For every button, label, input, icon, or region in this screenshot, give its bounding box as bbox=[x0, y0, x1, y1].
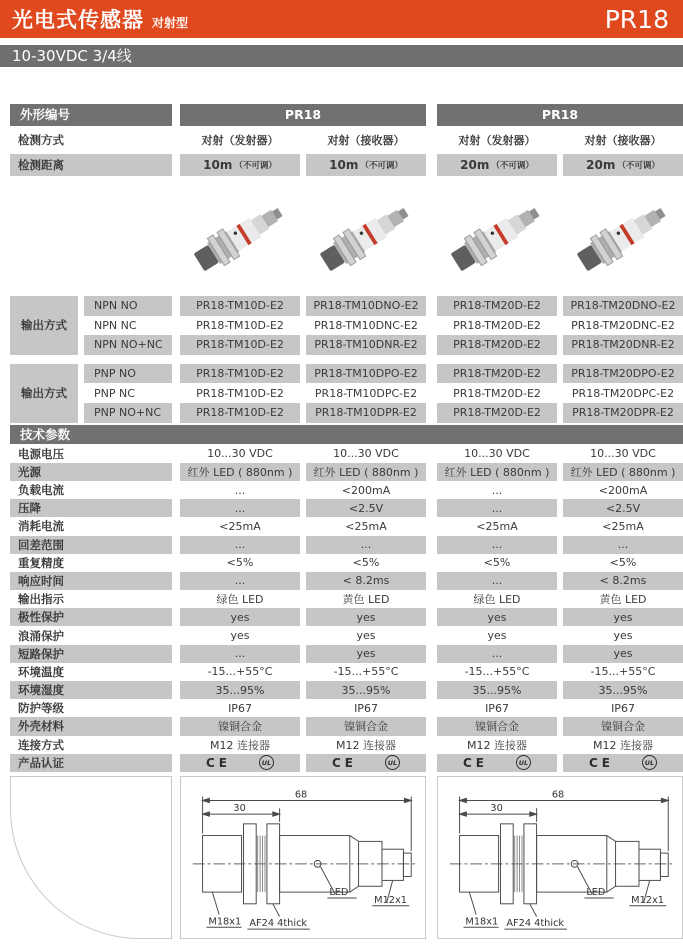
spec-value: <5% bbox=[352, 556, 380, 570]
output-mode-label: 输出方式 bbox=[10, 364, 78, 423]
page-header bbox=[0, 0, 683, 38]
model-number: PR18-TM20DNC-E2 bbox=[571, 318, 675, 332]
spec-value: 红外 LED ( 880nm ) bbox=[563, 463, 683, 481]
spec-value: ... bbox=[180, 645, 300, 663]
led-label: LED bbox=[586, 887, 606, 899]
voltage-subtitle-bar: 10-30VDC 3/4线 bbox=[0, 45, 683, 67]
spec-value: 35...95% bbox=[437, 681, 557, 699]
spec-value: 35...95% bbox=[180, 681, 300, 699]
spec-label: 短路保护 bbox=[10, 645, 172, 663]
spec-value: 红外 LED ( 880nm ) bbox=[180, 463, 300, 481]
product-photo-row bbox=[10, 180, 683, 294]
model-number: PR18-TM10D-E2 bbox=[196, 386, 284, 400]
spec-label: 重复精度 bbox=[18, 555, 64, 570]
model-number: PR18-TM20D-E2 bbox=[437, 403, 557, 423]
spec-value: M12 连接器 bbox=[336, 738, 396, 752]
thread-size-label: M18x1 bbox=[465, 916, 499, 928]
dimension-drawing bbox=[183, 779, 423, 935]
detection-method-value: 对射（接收器） bbox=[327, 134, 405, 147]
detection-distance-value: 10m （不可调） bbox=[180, 154, 300, 176]
spec-value: yes bbox=[487, 629, 507, 643]
product-photo bbox=[180, 180, 300, 294]
spec-value: <5% bbox=[226, 556, 254, 570]
spec-label: 消耗电流 bbox=[18, 519, 64, 534]
spec-value: <200mA bbox=[598, 483, 648, 497]
spec-value: ... bbox=[180, 536, 300, 554]
spec-label: 防护等级 bbox=[18, 701, 64, 716]
ul-mark-icon: UL bbox=[385, 755, 400, 770]
spec-value: 10...30 VDC bbox=[333, 447, 399, 461]
dimension-drawings-row bbox=[10, 776, 683, 939]
spec-value: <25mA bbox=[345, 519, 387, 533]
detection-distance-value: 20m （不可调） bbox=[437, 154, 557, 176]
spec-value: ... bbox=[437, 499, 557, 517]
spec-value: < 8.2ms bbox=[306, 572, 426, 590]
spec-label: 响应时间 bbox=[10, 572, 172, 590]
dim-thread-length: 30 bbox=[490, 803, 503, 815]
npn-output-block bbox=[10, 296, 683, 355]
model-number: PR18-TM10D-E2 bbox=[180, 364, 300, 384]
pnp-output-block bbox=[10, 364, 683, 423]
page-corner-decoration bbox=[10, 776, 172, 939]
table-header-row bbox=[10, 104, 683, 126]
spec-value: 绿色 LED bbox=[473, 593, 521, 607]
spec-value: M12 连接器 bbox=[467, 738, 527, 752]
spec-value: <25mA bbox=[476, 519, 518, 533]
model-number: PR18-TM10DPO-E2 bbox=[306, 364, 426, 384]
spec-value: yes bbox=[356, 629, 376, 643]
detection-method-row bbox=[10, 129, 683, 151]
spec-value: yes bbox=[613, 629, 633, 643]
spec-value: yes bbox=[563, 608, 683, 626]
spec-value: 35...95% bbox=[563, 681, 683, 699]
dimension-drawing-box bbox=[437, 776, 683, 939]
model-number: PR18-TM20D-E2 bbox=[437, 364, 557, 384]
spec-value: 镍铜合金 bbox=[437, 717, 557, 735]
sensor-photo-graphic bbox=[188, 184, 292, 290]
spec-label: 回差范围 bbox=[10, 536, 172, 554]
spec-label: 输出指示 bbox=[18, 592, 64, 607]
spec-value: yes bbox=[180, 608, 300, 626]
certification-cell bbox=[437, 754, 557, 772]
spec-value: <5% bbox=[483, 556, 511, 570]
output-type: PNP NC bbox=[94, 386, 135, 400]
dimension-drawing bbox=[440, 779, 680, 935]
spec-value: M12 连接器 bbox=[593, 738, 653, 752]
shape-number-header: 外形编号 bbox=[10, 104, 172, 126]
model-number: PR18-TM20DNR-E2 bbox=[563, 335, 683, 355]
model-number: PR18-TM20D-E2 bbox=[437, 296, 557, 316]
spec-value: M12 连接器 bbox=[210, 738, 270, 752]
ce-mark-icon: CE bbox=[462, 755, 488, 770]
spec-label: 外壳材料 bbox=[10, 717, 172, 735]
tech-params-section-header: 技术参数 bbox=[10, 425, 683, 444]
spec-label: 负载电流 bbox=[18, 483, 64, 498]
model-number: PR18-TM10D-E2 bbox=[180, 296, 300, 316]
spec-value: <25mA bbox=[219, 519, 261, 533]
model-number: PR18-TM20D-E2 bbox=[437, 335, 557, 355]
spec-value: <25mA bbox=[602, 519, 644, 533]
output-type: NPN NO bbox=[84, 296, 172, 316]
detection-method-label: 检测方式 bbox=[18, 133, 64, 147]
sensor-photo-graphic bbox=[445, 184, 549, 290]
product-photo bbox=[306, 180, 426, 294]
spec-value: 红外 LED ( 880nm ) bbox=[306, 463, 426, 481]
product-model: PR18 bbox=[604, 4, 669, 34]
spec-value: yes bbox=[306, 645, 426, 663]
output-type: PNP NO+NC bbox=[84, 403, 172, 423]
detection-method-value: 对射（接收器） bbox=[584, 134, 662, 147]
output-type: NPN NO+NC bbox=[84, 335, 172, 355]
spec-value: ... bbox=[180, 499, 300, 517]
spec-value: <2.5V bbox=[563, 499, 683, 517]
nut-size-label: AF24 4thick bbox=[249, 918, 308, 930]
spec-value: <5% bbox=[609, 556, 637, 570]
detection-distance-value: 20m （不可调） bbox=[563, 154, 683, 176]
certification-cell bbox=[180, 754, 300, 772]
model-number: PR18-TM20DPR-E2 bbox=[563, 403, 683, 423]
model-number: PR18-TM10D-E2 bbox=[196, 318, 284, 332]
spec-value: < 8.2ms bbox=[563, 572, 683, 590]
spec-value: ... bbox=[491, 483, 503, 497]
spec-value: -15...+55°C bbox=[464, 665, 530, 679]
spec-value: ... bbox=[563, 536, 683, 554]
spec-value: <2.5V bbox=[306, 499, 426, 517]
spec-value: 黄色 LED bbox=[599, 593, 647, 607]
group2-header: PR18 bbox=[437, 104, 683, 126]
model-number: PR18-TM10DNO-E2 bbox=[306, 296, 426, 316]
spec-value: 35...95% bbox=[306, 681, 426, 699]
model-number: PR18-TM10D-E2 bbox=[180, 403, 300, 423]
output-mode-label: 输出方式 bbox=[10, 296, 78, 355]
led-label: LED bbox=[329, 887, 349, 899]
spec-value: ... bbox=[437, 572, 557, 590]
dim-thread-length: 30 bbox=[233, 803, 246, 815]
detection-distance-value: 10m （不可调） bbox=[306, 154, 426, 176]
certification-cell bbox=[563, 754, 683, 772]
model-number: PR18-TM20DNO-E2 bbox=[563, 296, 683, 316]
detection-distance-row bbox=[10, 154, 683, 176]
spec-value: ... bbox=[180, 572, 300, 590]
model-number: PR18-TM10DNC-E2 bbox=[314, 318, 418, 332]
thread-size-label: M18x1 bbox=[208, 916, 242, 928]
model-number: PR18-TM20D-E2 bbox=[453, 318, 541, 332]
spec-value: 10...30 VDC bbox=[207, 447, 273, 461]
dim-overall-length: 68 bbox=[294, 789, 308, 801]
certification-cell bbox=[306, 754, 426, 772]
ul-mark-icon: UL bbox=[642, 755, 657, 770]
dimension-drawing-box bbox=[180, 776, 426, 939]
spec-value: ... bbox=[306, 536, 426, 554]
model-number: PR18-TM20DPO-E2 bbox=[563, 364, 683, 384]
spec-value: IP67 bbox=[611, 701, 635, 715]
detection-method-value: 对射（发射器） bbox=[458, 134, 536, 147]
spec-value: IP67 bbox=[485, 701, 509, 715]
spec-label: 环境湿度 bbox=[10, 681, 172, 699]
spec-value: 10...30 VDC bbox=[590, 447, 656, 461]
ce-mark-icon: CE bbox=[205, 755, 231, 770]
spec-label: 极性保护 bbox=[10, 608, 172, 626]
spec-value: 红外 LED ( 880nm ) bbox=[437, 463, 557, 481]
product-photo bbox=[563, 180, 683, 294]
spec-label: 浪涌保护 bbox=[18, 628, 64, 643]
spec-value: 绿色 LED bbox=[216, 593, 264, 607]
model-number: PR18-TM10DPR-E2 bbox=[306, 403, 426, 423]
spec-value: ... bbox=[437, 536, 557, 554]
spec-value: 10...30 VDC bbox=[464, 447, 530, 461]
model-number: PR18-TM10DPC-E2 bbox=[314, 386, 418, 400]
spec-value: ... bbox=[234, 483, 246, 497]
output-type: PNP NO bbox=[84, 364, 172, 384]
spec-value: yes bbox=[563, 645, 683, 663]
ul-mark-icon: UL bbox=[516, 755, 531, 770]
product-photo bbox=[437, 180, 557, 294]
spec-label: 电源电压 bbox=[18, 446, 64, 461]
spec-value: IP67 bbox=[228, 701, 252, 715]
spec-value: IP67 bbox=[354, 701, 378, 715]
model-number: PR18-TM20D-E2 bbox=[453, 386, 541, 400]
spec-value: 镍铜合金 bbox=[306, 717, 426, 735]
spec-value: 黄色 LED bbox=[342, 593, 390, 607]
page-title: 光电式传感器 bbox=[12, 8, 144, 32]
spec-label: 环境温度 bbox=[18, 664, 64, 679]
spec-value: yes bbox=[437, 608, 557, 626]
ce-mark-icon: CE bbox=[331, 755, 357, 770]
group1-header: PR18 bbox=[180, 104, 426, 126]
dim-overall-length: 68 bbox=[551, 789, 565, 801]
sensor-photo-graphic bbox=[314, 184, 418, 290]
ul-mark-icon: UL bbox=[259, 755, 274, 770]
spec-value: -15...+55°C bbox=[590, 665, 656, 679]
spec-value: <200mA bbox=[341, 483, 391, 497]
tech-params-table bbox=[10, 445, 683, 772]
spec-value: 镍铜合金 bbox=[563, 717, 683, 735]
spec-label: 产品认证 bbox=[10, 754, 172, 772]
sensor-type-tag: 对射型 bbox=[152, 15, 189, 30]
spec-label: 连接方式 bbox=[18, 737, 64, 752]
spec-value: ... bbox=[437, 645, 557, 663]
sensor-photo-graphic bbox=[571, 184, 675, 290]
output-type: NPN NC bbox=[94, 318, 137, 332]
spec-value: 镍铜合金 bbox=[180, 717, 300, 735]
model-number: PR18-TM10DNR-E2 bbox=[306, 335, 426, 355]
model-number: PR18-TM20DPC-E2 bbox=[571, 386, 675, 400]
spec-value: -15...+55°C bbox=[333, 665, 399, 679]
spec-value: yes bbox=[230, 629, 250, 643]
spec-value: -15...+55°C bbox=[207, 665, 273, 679]
connector-size-label: M12x1 bbox=[631, 895, 664, 907]
connector-size-label: M12x1 bbox=[374, 895, 407, 907]
nut-size-label: AF24 4thick bbox=[506, 918, 565, 930]
spec-value: yes bbox=[306, 608, 426, 626]
detection-method-value: 对射（发射器） bbox=[201, 134, 279, 147]
model-number: PR18-TM10D-E2 bbox=[180, 335, 300, 355]
spec-label: 压降 bbox=[10, 499, 172, 517]
ce-mark-icon: CE bbox=[588, 755, 614, 770]
spec-label: 光源 bbox=[10, 463, 172, 481]
detection-distance-label: 检测距离 bbox=[10, 154, 172, 176]
